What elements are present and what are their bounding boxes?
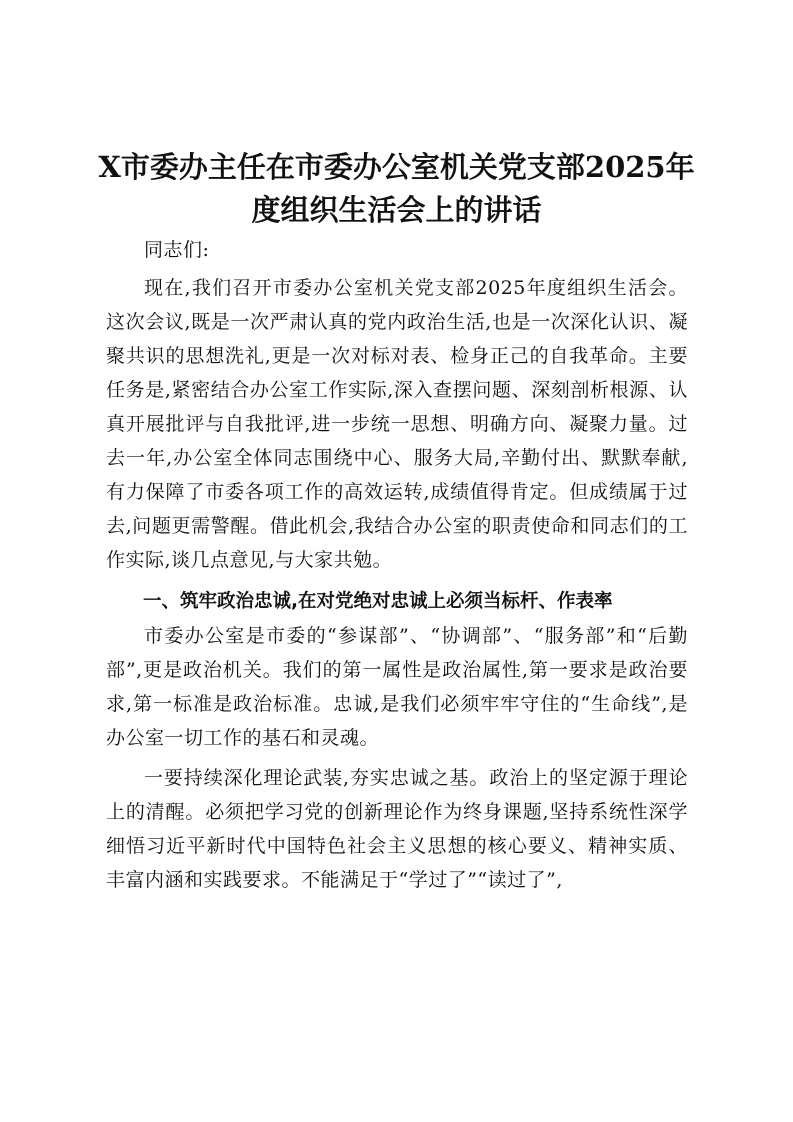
document-body bbox=[106, 233, 688, 903]
section-heading-1: 一、筑牢政治忠诚,在对党绝对忠诚上必须当标杆、作表率 bbox=[143, 591, 613, 612]
paragraph-political-loyalty: 市委办公室是市委的“参谋部”、“协调部”、“服务部”和“后勤部”,更是政治机关。我们的第一属性是政治属性,第一要求是政治要求,第一标准是政治标准。忠诚,是我们必须牢牢守住的“生命线”,是办公室一切工作的基石和灵魂。 bbox=[106, 625, 688, 749]
paragraph-intro: 现在,我们召开市委办公室机关党支部2025年度组织生活会。这次会议,既是一次严肃认真的党内政治生活,也是一次深化认识、凝聚共识的思想洗礼,更是一次对标对表、检身正己的自我革命。主要任务是,紧密结合办公室工作实际,深入查摆问题、深刻剖析根源、认真开展批评与自我批评,进一步统一思想、明确方向、凝聚力量。过去一年,办公室全体同志围绕中心、服务大局,辛勤付出、默默奉献,有力保障了市委各项工作的高效运转,成绩值得肯定。但成绩属于过去,问题更需警醒。借此机会,我结合办公室的职责使命和同志们的工作实际,谈几点意见,与大家共勉。 bbox=[106, 277, 688, 571]
paragraph-theory-study: 一要持续深化理论武装,夯实忠诚之基。政治上的坚定源于理论上的清醒。必须把学习党的创新理论作为终身课题,坚持系统性深学细悟习近平新时代中国特色社会主义思想的核心要义、精神实质、丰富内涵和实践要求。不能满足于“学过了”“读过了”, bbox=[106, 767, 688, 891]
greeting: 同志们: bbox=[144, 239, 210, 261]
document-title: X市委办主任在市委办公室机关党支部2025年度组织生活会上的讲话 bbox=[98, 150, 695, 227]
